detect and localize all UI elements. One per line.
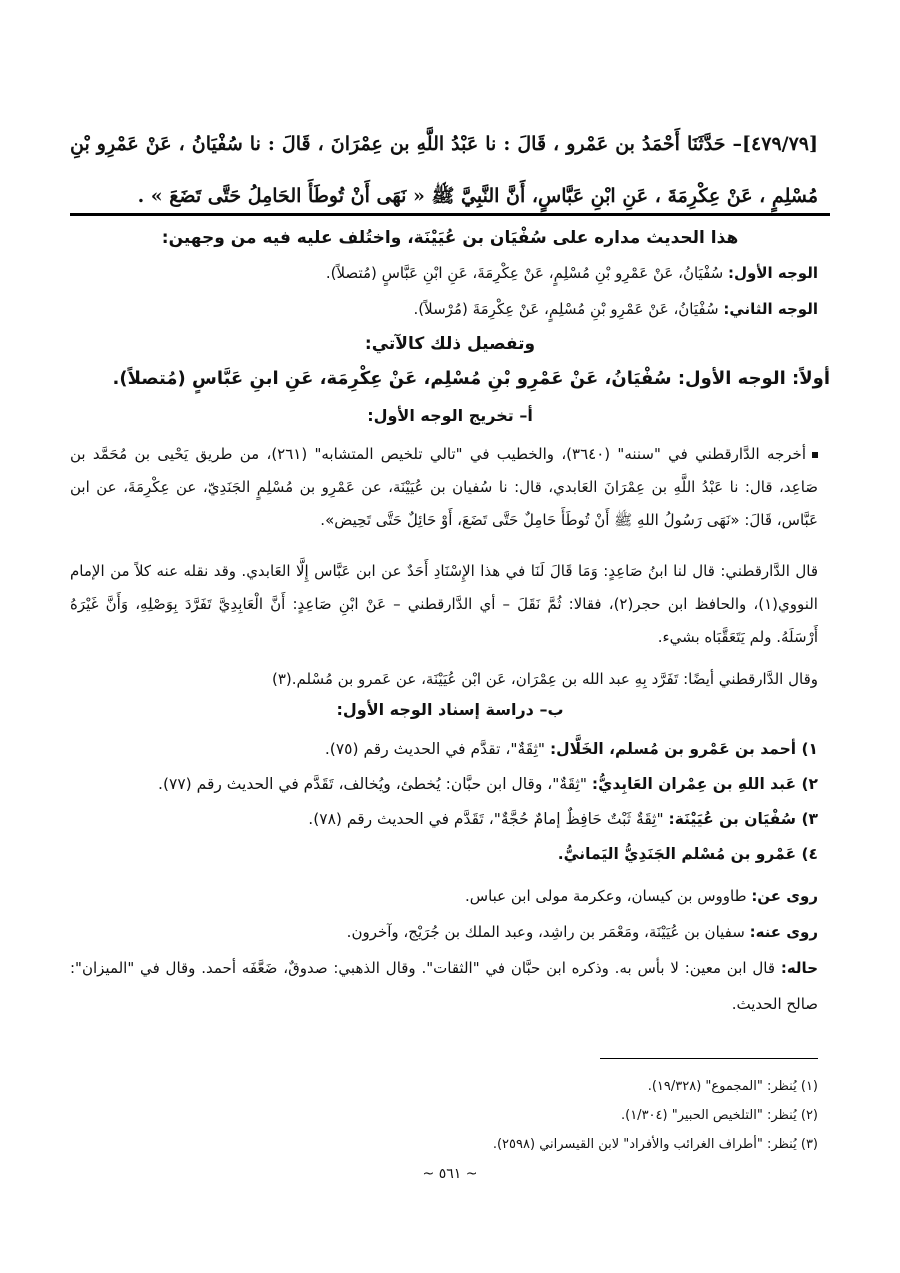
page-number: ~ ٥٦١ ~ bbox=[422, 1166, 478, 1182]
subheading-isnad: ب– دراسة إسناد الوجه الأول: bbox=[336, 700, 564, 719]
way-one-label: الوجه الأول: bbox=[728, 264, 818, 282]
way-one-text: سُفْيَانُ، عَنْ عَمْرِو بْنِ مُسْلِمٍ، عَنْ عِكْرِمَةَ، عَنِ ابْنِ عَبَّاسٍ (مُتصلاً). bbox=[325, 264, 724, 282]
daraqutni-paragraph: قال الدَّارقطني: قال لنا ابنُ صَاعِدٍ: وَمَا قَالَ لَنَا في هذا الإِسْنَادِ أَحَدٌ عن ابن عَبَّاس إِلَّا العَابدي. وقد نقله عنه كلاً من الإمام النووي(١)، والحافظ ابن حجر(٢)، فقالا: ثُمَّ نَقَلَ – أي الدَّارقطني – عَنْ ابْنِ صَاعِدٍ: أَنَّ الْعَابِدِيَّ تَفَرَّدَ بِوَصْلِهِ، وَأَنَّ غَيْرَهُ أَرْسَلَهُ. ولم يَتَعَقَّبَاه بشيء. bbox=[70, 562, 818, 646]
rawa-anhu-line bbox=[70, 914, 818, 950]
section-one-chain: سُفْيَانُ، عَنْ عَمْرِو بْنِ مُسْلِم، عَنْ عِكْرِمَة، عَنِ ابنِ عَبَّاسٍ (مُتصلاً). bbox=[112, 368, 672, 389]
rawa-an-label: روى عن: bbox=[751, 887, 818, 905]
narrator-item bbox=[70, 837, 818, 872]
takhrij-paragraph bbox=[70, 438, 818, 537]
footnote-1: (١) يُنظر: "المجموع" (١٩/٣٢٨). bbox=[647, 1079, 818, 1094]
narrator-item bbox=[70, 732, 818, 767]
haluhu-line bbox=[70, 950, 818, 1022]
narrator-item bbox=[70, 767, 818, 802]
section-one-heading bbox=[70, 368, 830, 390]
bullet-icon bbox=[812, 452, 818, 458]
detail-heading: وتفصيل ذلك كالآتي: bbox=[364, 334, 536, 354]
section-divider bbox=[70, 213, 830, 216]
haluhu-label: حاله: bbox=[780, 959, 818, 977]
intro-title: هذا الحديث مداره على سُفْيَان بن عُيَيْنَة، واختُلف عليه فيه من وجهين: bbox=[161, 228, 739, 248]
narrator-name: ٤) عَمْرو بن مُسْلم الجَنَدِيُّ اليَمانيُّ. bbox=[557, 845, 818, 863]
way-one-line bbox=[70, 262, 818, 284]
narrator-grade: "ثِقَةٌ"، وقال ابن حبَّان: يُخطئ، ويُخالف، تَقَدَّم في الحديث رقم (٧٧). bbox=[158, 775, 592, 793]
narrator-name: ١) أحمد بن عَمْرو بن مُسلم، الخَلَّال: bbox=[549, 740, 818, 758]
narrator-grade: "ثِقَةٌ ثَبْتٌ حَافِظٌ إمامٌ حُجَّةٌ"، تَقَدَّم في الحديث رقم (٧٨). bbox=[308, 810, 669, 828]
hadith-text: [٤٧٩/٧٩]– حَدَّثَنَا أَحْمَدُ بن عَمْرو ، قَالَ : نا عَبْدُ اللَّهِ بن عِمْرَانَ ، قَالَ : نا سُفْيَانُ ، عَنْ عَمْرِو بْنِ مُسْلِمٍ ، عَنْ عِكْرِمَةَ ، عَنِ ابْنِ عَبَّاسٍ، أَنَّ النَّبِيَّ ﷺ « نَهَى أَنْ تُوطَأَ الحَامِلُ حَتَّى تَضَعَ » . bbox=[70, 133, 818, 207]
narrator-item bbox=[70, 802, 818, 837]
footnote-2: (٢) يُنظر: "التلخيص الحبير" (١/٣٠٤). bbox=[620, 1108, 818, 1123]
way-two-line bbox=[70, 298, 818, 320]
rawa-an-line bbox=[70, 878, 818, 914]
narrator-name: ٣) سُفْيَان بن عُيَيْنَة: bbox=[668, 810, 818, 828]
rawa-an-text: طاووس بن كيسان، وعكرمة مولى ابن عباس. bbox=[464, 887, 752, 905]
narrator-details bbox=[70, 878, 818, 1022]
way-two-label: الوجه الثاني: bbox=[723, 300, 818, 318]
narrator-name: ٢) عَبد اللهِ بن عِمْران العَابِديُّ: bbox=[591, 775, 818, 793]
subheading-takhrij: أ– تخريج الوجه الأول: bbox=[367, 406, 533, 425]
section-one-label: أولاً: الوجه الأول: bbox=[677, 368, 830, 389]
narrator-list bbox=[70, 732, 818, 872]
rawa-anhu-label: روى عنه: bbox=[749, 923, 818, 941]
rawa-anhu-text: سفيان بن عُيَيْنَة، ومَعْمَر بن راشِد، وعبد الملك بن جُرَيْج، وآخرون. bbox=[346, 923, 750, 941]
footnote-3: (٣) يُنظر: "أطراف الغرائب والأفراد" لابن القيسراني (٢٥٩٨). bbox=[492, 1137, 818, 1152]
daraqutni-second-paragraph: وقال الدَّارقطني أيضًا: تَفَرَّد بِهِ عبد الله بن عِمْرَان، عَن ابْن عُيَيْنَة، عن عَمرو بن مُسْلم.(٣) bbox=[271, 670, 818, 688]
narrator-grade: "ثِقَةٌ"، تقدَّم في الحديث رقم (٧٥). bbox=[324, 740, 550, 758]
takhrij-text: أخرجه الدَّارقطني في "سننه" (٣٦٤٠)، والخطيب في "تالي تلخيص المتشابه" (٢٦١)، من طريق يَحْيى بن مُحَمَّد بن صَاعِد، قال: نا عَبْدُ اللَّهِ بن عِمْرَانَ العَابدي، قال: نا سُفيان بن عُيَيْنَة، عن عَمْرِو بن مُسْلِمٍ الجَنَدِيّ، عن عِكْرِمَةَ، عن ابن عَبَّاس، قَالَ: «نَهَى رَسُولُ اللهِ ﷺ أَنْ تُوطَأَ حَامِلٌ حَتَّى تَضَعَ، أَوْ حَائِلٌ حَتَّى تَحِيض». bbox=[70, 445, 818, 529]
haluhu-text: قال ابن معين: لا بأس به. وذكره ابن حبَّان في "الثقات". وقال الذهبي: صدوقٌ، ضَعَّفَه أحمد. وقال في "الميزان": صالح الحديث. bbox=[70, 959, 818, 1013]
way-two-text: سُفْيَانُ، عَنْ عَمْرِو بْنِ مُسْلِمٍ، عَنْ عِكْرِمَةَ (مُرْسلاً). bbox=[413, 300, 719, 318]
footnote-divider bbox=[600, 1058, 818, 1059]
